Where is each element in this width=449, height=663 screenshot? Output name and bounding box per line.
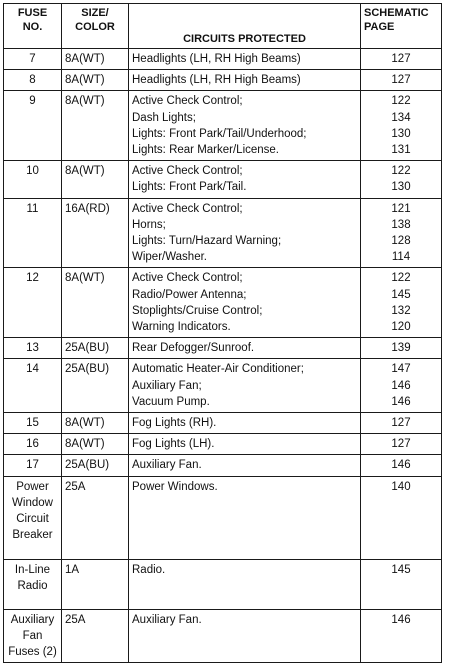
size-color-cell xyxy=(62,198,129,268)
fuse-row xyxy=(4,70,442,91)
size-color-cell xyxy=(62,49,129,70)
fuse-number-cell-line: 15 xyxy=(26,417,39,430)
size-color-cell-line: 8A(WT) xyxy=(65,74,105,87)
header-circuits xyxy=(129,4,361,49)
size-color-cell xyxy=(62,455,129,476)
size-color-cell-line: 16A(RD) xyxy=(65,202,110,215)
fuse-number-cell-line: Fan xyxy=(22,629,43,642)
fuse-number-cell xyxy=(4,476,62,559)
schematic-page-cell xyxy=(361,559,442,609)
circuits-cell xyxy=(129,70,361,91)
fuse-row xyxy=(4,359,442,413)
fuse-number-cell-line: In-Line xyxy=(14,563,51,576)
fuse-number-cell xyxy=(4,91,62,161)
size-color-cell xyxy=(62,434,129,455)
circuits-cell-line: Lights: Rear Marker/License. xyxy=(132,144,280,157)
fuse-row xyxy=(4,338,442,359)
schematic-page-cell-line: 122 xyxy=(391,95,411,108)
schematic-page-cell xyxy=(361,359,442,413)
schematic-page-cell xyxy=(361,476,442,559)
circuits-cell-line: Auxiliary Fan; xyxy=(132,379,202,392)
header-size-color xyxy=(62,4,129,49)
size-color-cell xyxy=(62,70,129,91)
size-color-cell-line: 8A(WT) xyxy=(65,272,105,285)
circuits-cell-line: Wiper/Washer. xyxy=(132,251,207,264)
schematic-page-cell-line: 130 xyxy=(391,181,411,194)
fuse-number-cell-line: Fuses (2) xyxy=(8,646,57,659)
size-color-cell-line: 25A(BU) xyxy=(65,342,110,355)
fuse-number-cell-line: Window xyxy=(12,496,53,509)
schematic-page-cell-line: 146 xyxy=(391,395,411,408)
schematic-page-cell-line: 127 xyxy=(391,417,411,430)
circuits-cell-line: Active Check Control; xyxy=(132,165,243,178)
header-circuits-label: CIRCUITS PROTECTED xyxy=(183,33,306,45)
schematic-page-cell xyxy=(361,70,442,91)
schematic-page-cell-line: 139 xyxy=(391,342,411,355)
fuse-number-cell-line: Circuit xyxy=(16,513,49,526)
fuse-number-cell xyxy=(4,413,62,434)
header-schematic-page-line: SCHEMATIC xyxy=(364,7,429,19)
fuse-number-cell-line: 8 xyxy=(29,74,36,87)
circuits-cell-line: Rear Defogger/Sunroof. xyxy=(132,342,255,355)
schematic-page-cell-line: 122 xyxy=(391,272,411,285)
size-color-cell xyxy=(62,476,129,559)
size-color-cell xyxy=(62,91,129,161)
circuits-cell xyxy=(129,476,361,559)
fuse-number-cell xyxy=(4,609,62,663)
circuits-cell-line: Headlights (LH, RH High Beams) xyxy=(132,53,301,65)
size-color-cell xyxy=(62,268,129,338)
fuse-number-cell-line: 17 xyxy=(26,459,39,472)
schematic-page-cell-line: 122 xyxy=(391,165,411,178)
header-schematic-page-line: PAGE xyxy=(364,21,395,33)
schematic-page-cell xyxy=(361,338,442,359)
schematic-page-cell-line: 145 xyxy=(391,288,411,301)
fuse-number-cell xyxy=(4,434,62,455)
circuits-cell-line: Active Check Control; xyxy=(132,95,243,108)
circuits-cell xyxy=(129,434,361,455)
schematic-page-cell-line: 131 xyxy=(391,144,411,157)
fuse-number-cell xyxy=(4,268,62,338)
schematic-page-cell-line: 128 xyxy=(391,235,411,248)
fuse-table xyxy=(3,3,442,663)
schematic-page-cell-line: 138 xyxy=(391,218,411,231)
circuits-cell-line: Lights: Front Park/Tail/Underhood; xyxy=(132,127,307,140)
fuse-number-cell-line: 16 xyxy=(26,438,39,451)
schematic-page-cell-line: 127 xyxy=(391,74,411,87)
fuse-row xyxy=(4,198,442,268)
circuits-cell-line: Stoplights/Cruise Control; xyxy=(132,304,263,317)
circuits-cell-line: Radio/Power Antenna; xyxy=(132,288,247,301)
fuse-number-cell xyxy=(4,359,62,413)
schematic-page-cell-line: 147 xyxy=(391,363,411,376)
fuse-number-cell xyxy=(4,338,62,359)
size-color-cell-line: 1A xyxy=(65,563,80,576)
fuse-row xyxy=(4,91,442,161)
schematic-page-cell-line: 132 xyxy=(391,304,411,317)
circuits-cell xyxy=(129,161,361,198)
fuse-number-cell-line: Auxiliary xyxy=(10,613,55,626)
fuse-row xyxy=(4,49,442,70)
fuse-number-cell-line: 13 xyxy=(26,342,39,355)
fuse-number-cell-line: Radio xyxy=(17,579,48,592)
schematic-page-cell-line: 127 xyxy=(391,53,411,65)
circuits-cell-line: Automatic Heater-Air Conditioner; xyxy=(132,363,304,376)
circuits-cell xyxy=(129,413,361,434)
circuits-cell-line: Vacuum Pump. xyxy=(132,395,210,408)
size-color-cell-line: 8A(WT) xyxy=(65,417,105,430)
fuse-row xyxy=(4,455,442,476)
fuse-number-cell xyxy=(4,49,62,70)
fuse-number-cell-line: Power xyxy=(16,480,49,493)
fuse-row xyxy=(4,559,442,609)
circuits-cell-line: Dash Lights; xyxy=(132,111,196,124)
circuits-cell xyxy=(129,198,361,268)
header-size-color-line: SIZE/ xyxy=(81,7,109,19)
schematic-page-cell xyxy=(361,268,442,338)
circuits-cell-line: Warning Indicators. xyxy=(132,321,231,334)
header-schematic-page xyxy=(361,4,442,49)
fuse-number-cell xyxy=(4,455,62,476)
fuse-row xyxy=(4,161,442,198)
circuits-cell xyxy=(129,338,361,359)
circuits-cell-line: Lights: Turn/Hazard Warning; xyxy=(132,235,282,248)
schematic-page-cell-line: 127 xyxy=(391,438,411,451)
fuse-number-cell xyxy=(4,70,62,91)
schematic-page-cell xyxy=(361,609,442,663)
header-fuse-no-line: FUSE xyxy=(17,7,48,19)
fuse-number-cell xyxy=(4,559,62,609)
size-color-cell-line: 25A(BU) xyxy=(65,459,110,472)
circuits-cell xyxy=(129,49,361,70)
circuits-cell xyxy=(129,91,361,161)
schematic-page-cell-line: 134 xyxy=(391,111,411,124)
schematic-page-cell-line: 120 xyxy=(391,321,411,334)
fuse-number-cell-line: 14 xyxy=(26,363,39,376)
circuits-cell-line: Power Windows. xyxy=(132,480,218,493)
circuits-cell-line: Auxiliary Fan. xyxy=(132,613,202,626)
schematic-page-cell-line: 146 xyxy=(391,459,411,472)
schematic-page-cell-line: 140 xyxy=(391,480,411,493)
schematic-page-cell-line: 121 xyxy=(391,202,411,215)
fuse-row xyxy=(4,609,442,663)
fuse-table-body xyxy=(4,49,442,663)
schematic-page-cell xyxy=(361,455,442,476)
header-fuse-no-line: NO. xyxy=(22,21,43,33)
schematic-page-cell-line: 130 xyxy=(391,127,411,140)
size-color-cell-line: 8A(WT) xyxy=(65,53,105,65)
circuits-cell-line: Headlights (LH, RH High Beams) xyxy=(132,74,301,87)
schematic-page-cell-line: 146 xyxy=(391,379,411,392)
fuse-number-cell-line: 7 xyxy=(29,53,36,65)
size-color-cell xyxy=(62,413,129,434)
size-color-cell xyxy=(62,338,129,359)
size-color-cell xyxy=(62,609,129,663)
circuits-cell xyxy=(129,268,361,338)
fuse-number-cell-line: 11 xyxy=(26,202,39,215)
header-size-color-line: COLOR xyxy=(75,21,115,33)
header-row xyxy=(4,4,442,49)
size-color-cell-line: 25A(BU) xyxy=(65,363,110,376)
size-color-cell xyxy=(62,161,129,198)
size-color-cell xyxy=(62,359,129,413)
fuse-row xyxy=(4,268,442,338)
circuits-cell-line: Active Check Control; xyxy=(132,202,243,215)
fuse-number-cell xyxy=(4,161,62,198)
fuse-row xyxy=(4,476,442,559)
size-color-cell-line: 8A(WT) xyxy=(65,165,105,178)
circuits-cell-line: Auxiliary Fan. xyxy=(132,459,202,472)
circuits-cell-line: Fog Lights (RH). xyxy=(132,417,217,430)
circuits-cell-line: Active Check Control; xyxy=(132,272,243,285)
schematic-page-cell-line: 114 xyxy=(391,251,411,264)
schematic-page-cell xyxy=(361,161,442,198)
schematic-page-cell xyxy=(361,434,442,455)
circuits-cell-line: Radio. xyxy=(132,563,166,576)
size-color-cell xyxy=(62,559,129,609)
size-color-cell-line: 25A xyxy=(65,480,86,493)
circuits-cell xyxy=(129,559,361,609)
circuits-cell xyxy=(129,609,361,663)
header-fuse-no xyxy=(4,4,62,49)
schematic-page-cell xyxy=(361,198,442,268)
fuse-number-cell-line: 9 xyxy=(29,95,36,108)
circuits-cell xyxy=(129,455,361,476)
size-color-cell-line: 8A(WT) xyxy=(65,438,105,451)
fuse-row xyxy=(4,413,442,434)
schematic-page-cell xyxy=(361,49,442,70)
size-color-cell-line: 8A(WT) xyxy=(65,95,105,108)
fuse-number-cell-line: 10 xyxy=(26,165,39,178)
fuse-number-cell xyxy=(4,198,62,268)
fuse-number-cell-line: 12 xyxy=(26,272,39,285)
schematic-page-cell-line: 146 xyxy=(391,613,411,626)
schematic-page-cell xyxy=(361,91,442,161)
schematic-page-cell xyxy=(361,413,442,434)
circuits-cell xyxy=(129,359,361,413)
circuits-cell-line: Lights: Front Park/Tail. xyxy=(132,181,247,194)
fuse-row xyxy=(4,434,442,455)
circuits-cell-line: Fog Lights (LH). xyxy=(132,438,215,451)
schematic-page-cell-line: 145 xyxy=(391,563,411,576)
fuse-number-cell-line: Breaker xyxy=(12,529,53,542)
circuits-cell-line: Horns; xyxy=(132,218,166,231)
size-color-cell-line: 25A xyxy=(65,613,86,626)
